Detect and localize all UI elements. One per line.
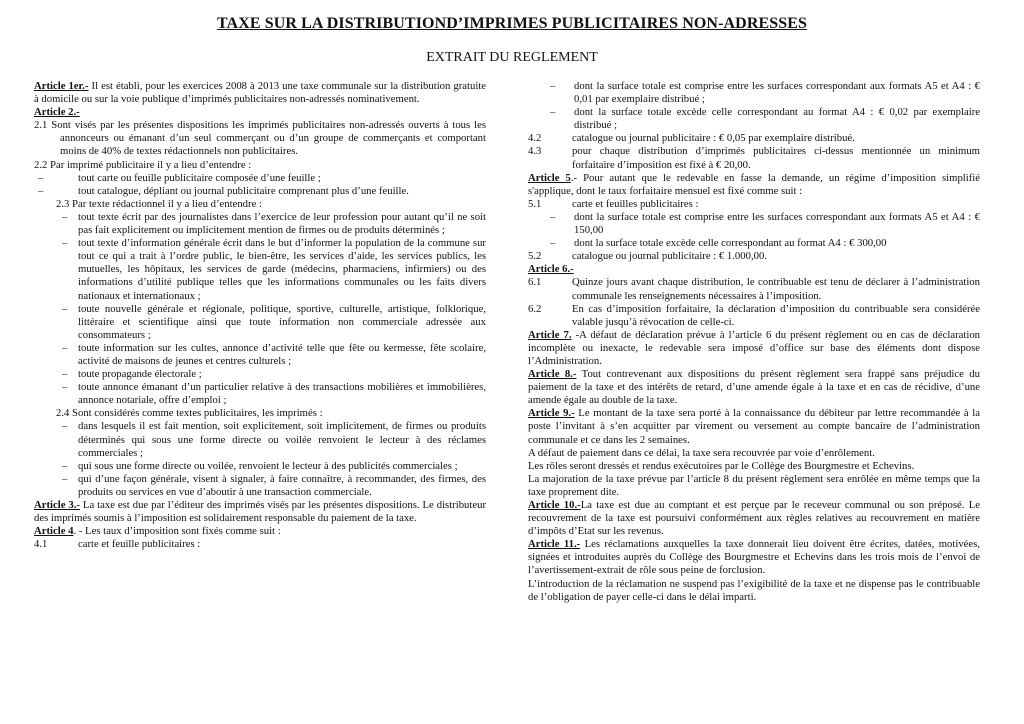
article-1-label: Article 1er.- bbox=[34, 80, 89, 92]
list-item: – dont la surface totale excède celle correspondant au format A4 : € 300,00 bbox=[528, 237, 980, 250]
list-item: – tout texte écrit par des journalistes dans l’exercice de leur profession pour autant qu’il ne soit pas fait explicitement ou implicitement mention de firmes ou de produits déterminés ; bbox=[34, 211, 486, 237]
article-8-label: Article 8.- bbox=[528, 368, 577, 381]
rate-number: 4.2 bbox=[528, 132, 542, 145]
paragraph-2-2: 2.2 Par imprimé publicitaire il y a lieu d’entendre : bbox=[34, 158, 252, 171]
article-11-paragraph: L’introduction de la réclamation ne suspend pas l’exigibilité de la taxe et ne dispense pas le contribuable de l’obligation de payer celle-ci dans le délai imparti. bbox=[528, 577, 980, 603]
rate-number: 5.2 bbox=[528, 250, 542, 263]
list-item: – tout texte d’information générale écrit dans le but d’informer la population de la commune sur tout ce qui a trait à l’ordre public, le bien-être, les services d’aide, les services publics, les mutuelles, les hôpitaux, les services de garde (médecins, pharmaciens, infirmiers) ou des informations d’utilité publique telles que les informations communales ou les faits divers nationaux et internationaux ; bbox=[34, 237, 486, 302]
right-column bbox=[528, 80, 980, 604]
article-9-paragraph: A défaut de paiement dans ce délai, la taxe sera recouvrée par voie d’enrôlement. bbox=[528, 446, 875, 459]
list-item: – dans lesquels il est fait mention, soit explicitement, soit implicitement, de firmes ou produits déterminés qui sous une forme directe ou voilée renvoient le lecteur à des réclames commerciales ; bbox=[34, 420, 486, 459]
paragraph-text: En cas d’imposition forfaitaire, la déclaration d’imposition du contribuable sera considérée valable jusqu’à révocation de celle-ci. bbox=[572, 302, 980, 328]
article-10-text: La taxe est due au comptant et est perçue par le receveur communal ou son préposé. Le recouvrement de la taxe est poursuivi conformément aux règles relatives au recouvrement en matière d’impôts d’Etat sur les revenus. bbox=[528, 499, 980, 538]
rate-number: 4.1 bbox=[34, 538, 48, 551]
article-4-text: . - Les taux d’imposition sont fixés comme suit : bbox=[73, 525, 281, 538]
article-3 bbox=[34, 499, 486, 525]
list-item: – tout catalogue, dépliant ou journal publicitaire comprenant plus d’une feuille. bbox=[34, 185, 486, 198]
article-9 bbox=[528, 407, 980, 446]
paragraph-2-1: 2.1 Sont visés par les présentes dispositions les imprimés publicitaires non-adressés ouverts à tous les annonceurs ou émanant d’un seul commerçant ou d’un groupe de commerçants et comportant moins de 40% de textes rédactionnels non publicitaires. bbox=[34, 119, 486, 158]
list-item: – dont la surface totale est comprise entre les surfaces correspondant aux formats A5 et A4 : € 0,01 par exemplaire distribué ; bbox=[528, 80, 980, 106]
rate-text: pour chaque distribution d’imprimés publicitaires ci-dessus mentionnée un minimum forfaitaire d’imposition est fixé à € 20,00. bbox=[572, 145, 980, 171]
article-1 bbox=[34, 80, 486, 106]
list-item: – dont la surface totale est comprise entre les surfaces correspondant aux formats A5 et A4 : € 150,00 bbox=[528, 211, 980, 237]
article-5-text: .- Pour autant que le redevable en fasse la demande, un régime d’imposition simplifié s'applique, dont le taux forfaitaire mensuel est fixé comme suit : bbox=[528, 171, 981, 197]
paragraph-number: 6.1 bbox=[528, 276, 542, 289]
article-3-label: Article 3.- bbox=[34, 499, 80, 511]
paragraph-2-4: 2.4 Sont considérés comme textes publicitaires, les imprimés : bbox=[56, 407, 323, 420]
list-item: – dont la surface totale excède celle correspondant au format A4 : € 0,02 par exemplaire distribué ; bbox=[528, 106, 980, 132]
left-column bbox=[34, 80, 486, 551]
list-item: – qui d’une façon générale, visent à signaler, à faire connaître, à recommander, des firmes, des produits ou services en vue d’aboutir à une transaction commerciale. bbox=[34, 473, 486, 499]
paragraph-2-3: 2.3 Par texte rédactionnel il y a lieu d’entendre : bbox=[56, 197, 262, 210]
article-8-text: Tout contrevenant aux dispositions du présent règlement sera frappé sans préjudice du paiement de la taxe et des intérêts de retard, d’une amende égale à la taxe et en cas de récidive, d’une amende égale au double de la taxe. bbox=[528, 368, 980, 407]
article-5 bbox=[528, 172, 980, 198]
article-2-label: Article 2.- bbox=[34, 106, 80, 119]
article-4-label: Article 4 bbox=[34, 525, 74, 538]
article-7 bbox=[528, 329, 980, 368]
article-3-text: La taxe est due par l’éditeur des imprimés visés par les présentes dispositions. Le distributeur des imprimés soumis à l’imposition est solidairement responsable du paiement de la taxe. bbox=[34, 499, 486, 525]
document-title: TAXE SUR LA DISTRIBUTIOND’IMPRIMES PUBLICITAIRES NON-ADRESSES bbox=[216, 15, 808, 32]
paragraph-text: Quinze jours avant chaque distribution, le contribuable est tenu de déclarer à l’administration communale les renseignements nécessaires à l’imposition. bbox=[572, 276, 980, 302]
article-10 bbox=[528, 499, 980, 538]
paragraph-6-1 bbox=[528, 276, 980, 302]
article-5-label: Article 5 bbox=[528, 171, 571, 184]
list-item: – qui sous une forme directe ou voilée, renvoient le lecteur à des publicités commerciales ; bbox=[34, 460, 486, 473]
rate-number: 4.3 bbox=[528, 145, 542, 158]
article-6-label: Article 6.- bbox=[528, 263, 574, 276]
rate-4-2 bbox=[528, 132, 980, 145]
rate-text: carte et feuilles publicitaires : bbox=[572, 197, 699, 210]
rate-5-1 bbox=[528, 198, 980, 211]
list-item: – toute nouvelle générale et régionale, politique, sportive, culturelle, artistique, folklorique, littéraire et scientifique ainsi que toute information non commerciale adressée aux consommateurs ; bbox=[34, 303, 486, 342]
article-11-text: Les réclamations auxquelles la taxe donnerait lieu doivent être écrites, datées, motivées, signées et introduites auprès du Collège des Bourgmestre et Echevins dans les trois mois de l’envoi de l’avertissement-extrait de rôle sous peine de forclusion. bbox=[528, 538, 980, 577]
article-4 bbox=[34, 525, 486, 538]
article-8 bbox=[528, 368, 980, 407]
article-9-text: Le montant de la taxe sera porté à la connaissance du débiteur par lettre recommandée à la poste l’invitant à s’en acquitter par virement ou versement au compte bancaire de l’administration communale et ce dans les 2 semaines. bbox=[528, 407, 980, 446]
list-item: – toute annonce émanant d’un particulier relative à des transactions mobilières et immobilières, annonce notariale, offre d’emploi ; bbox=[34, 381, 486, 407]
article-11-label: Article 11.- bbox=[528, 538, 581, 551]
article-1-text: Il est établi, pour les exercices 2008 à 2013 une taxe communale sur la distribution gratuite à domicile ou sur la voie publique d’imprimés publicitaires non-adressés nominativement. bbox=[34, 80, 486, 106]
rate-number: 5.1 bbox=[528, 197, 542, 210]
rate-4-3 bbox=[528, 145, 980, 171]
rate-4-1 bbox=[34, 538, 486, 551]
paragraph-6-2 bbox=[528, 303, 980, 329]
article-9-paragraph: La majoration de la taxe prévue par l’article 8 du présent règlement sera enrôlée en même temps que la taxe proprement dite. bbox=[528, 472, 980, 498]
document-subtitle: EXTRAIT DU REGLEMENT bbox=[426, 50, 598, 65]
list-item: – toute information sur les cultes, annonce d’activité telle que fête ou kermesse, fête scolaire, activité de maisons de jeunes et centres culturels ; bbox=[34, 342, 486, 368]
article-11 bbox=[528, 538, 980, 577]
rate-5-2 bbox=[528, 250, 980, 263]
list-item: – toute propagande électorale ; bbox=[34, 368, 486, 381]
paragraph-number: 6.2 bbox=[528, 302, 542, 315]
rate-text: carte et feuille publicitaires : bbox=[78, 538, 201, 551]
article-9-label: Article 9.- bbox=[528, 407, 575, 420]
article-10-label: Article 10.- bbox=[528, 499, 581, 511]
article-9-paragraph: Les rôles seront dressés et rendus exécutoires par le Collège des Bourgmestre et Echevins. bbox=[528, 459, 915, 472]
list-item: – tout carte ou feuille publicitaire composée d’une feuille ; bbox=[34, 172, 486, 185]
article-7-label: Article 7. bbox=[528, 328, 572, 341]
rate-text: catalogue ou journal publicitaire : € 1.000,00. bbox=[572, 250, 767, 263]
article-7-text: -A défaut de déclaration prévue à l’article 6 du présent règlement ou en cas de déclaration incomplète ou inexacte, le redevable sera imposé d’office sur base des éléments dont dispose l’Administration. bbox=[528, 328, 981, 367]
rate-text: catalogue ou journal publicitaire : € 0,05 par exemplaire distribué. bbox=[572, 132, 855, 145]
